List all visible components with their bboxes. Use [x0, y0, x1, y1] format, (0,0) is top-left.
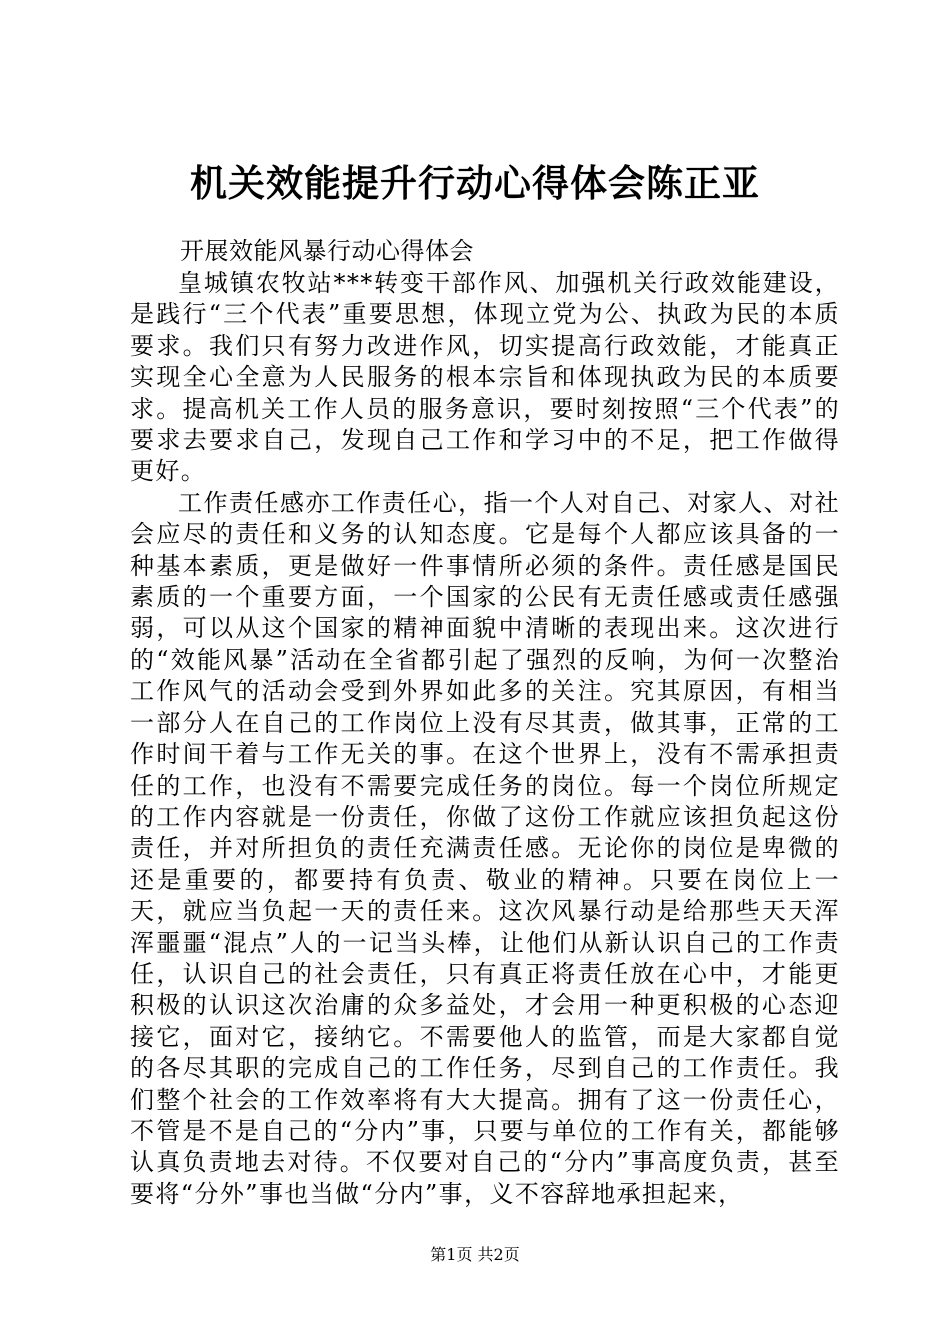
document-body: [130, 268, 840, 1210]
document-subtitle: 开展效能风暴行动心得体会: [180, 237, 474, 265]
page-footer: 第1页 共2页: [430, 1245, 520, 1264]
paragraph-2: 工作责任感亦工作责任心，指一个人对自己、对家人、对社会应尽的责任和义务的认知态度。它是每个人都应该具备的一种基本素质，更是做好一件事情所必须的条件。责任感是国民素质的一个重要方面，一个国家的公民有无责任感或责任感强弱，可以从这个国家的精神面貌中清晰的表现出来。这次进行的“效能风暴”活动在全省都引起了强烈的反响，为何一次整治工作风气的活动会受到外界如此多的关注。究其原因，有相当一部分人在自己的工作岗位上没有尽其责，做其事，正常的工作时间干着与工作无关的事。在这个世界上，没有不需承担责任的工作，也没有不需要完成任务的岗位。每一个岗位所规定的工作内容就是一份责任，你做了这份工作就应该担负起这份责任，并对所担负的责任充满责任感。无论你的岗位是卑微的还是重要的，都要持有负责、敬业的精神。只要在岗位上一天，就应当负起一天的责任来。这次风暴行动是给那些天天浑浑噩噩“混点”人的一记当头棒，让他们从新认识自己的工作责任，认识自己的社会责任，只有真正将责任放在心中，才能更积极的认识这次治庸的众多益处，才会用一种更积极的心态迎接它，面对它，接纳它。不需要他人的监管，而是大家都自觉的各尽其职的完成自己的工作任务，尽到自己的工作责任。我们整个社会的工作效率将有大大提高。拥有了这一份责任心，不管是不是自己的“分内”事，只要与单位的工作有关，都能够认真负责地去对待。不仅要对自己的“分内”事高度负责，甚至要将“分外”事也当做“分内”事，义不容辞地承担起来，: [130, 488, 840, 1208]
document-title: 机关效能提升行动心得体会陈正亚: [190, 161, 760, 205]
paragraph-1: 皇城镇农牧站***转变干部作风、加强机关行政效能建设，是践行“三个代表”重要思想，体现立党为公、执政为民的本质要求。我们只有努力改进作风，切实提高行政效能，才能真正实现全心全意为人民服务的根本宗旨和体现执政为民的本质要求。提高机关工作人员的服务意识，要时刻按照“三个代表”的要求去要求自己，发现自己工作和学习中的不足，把工作做得更好。: [130, 269, 840, 486]
